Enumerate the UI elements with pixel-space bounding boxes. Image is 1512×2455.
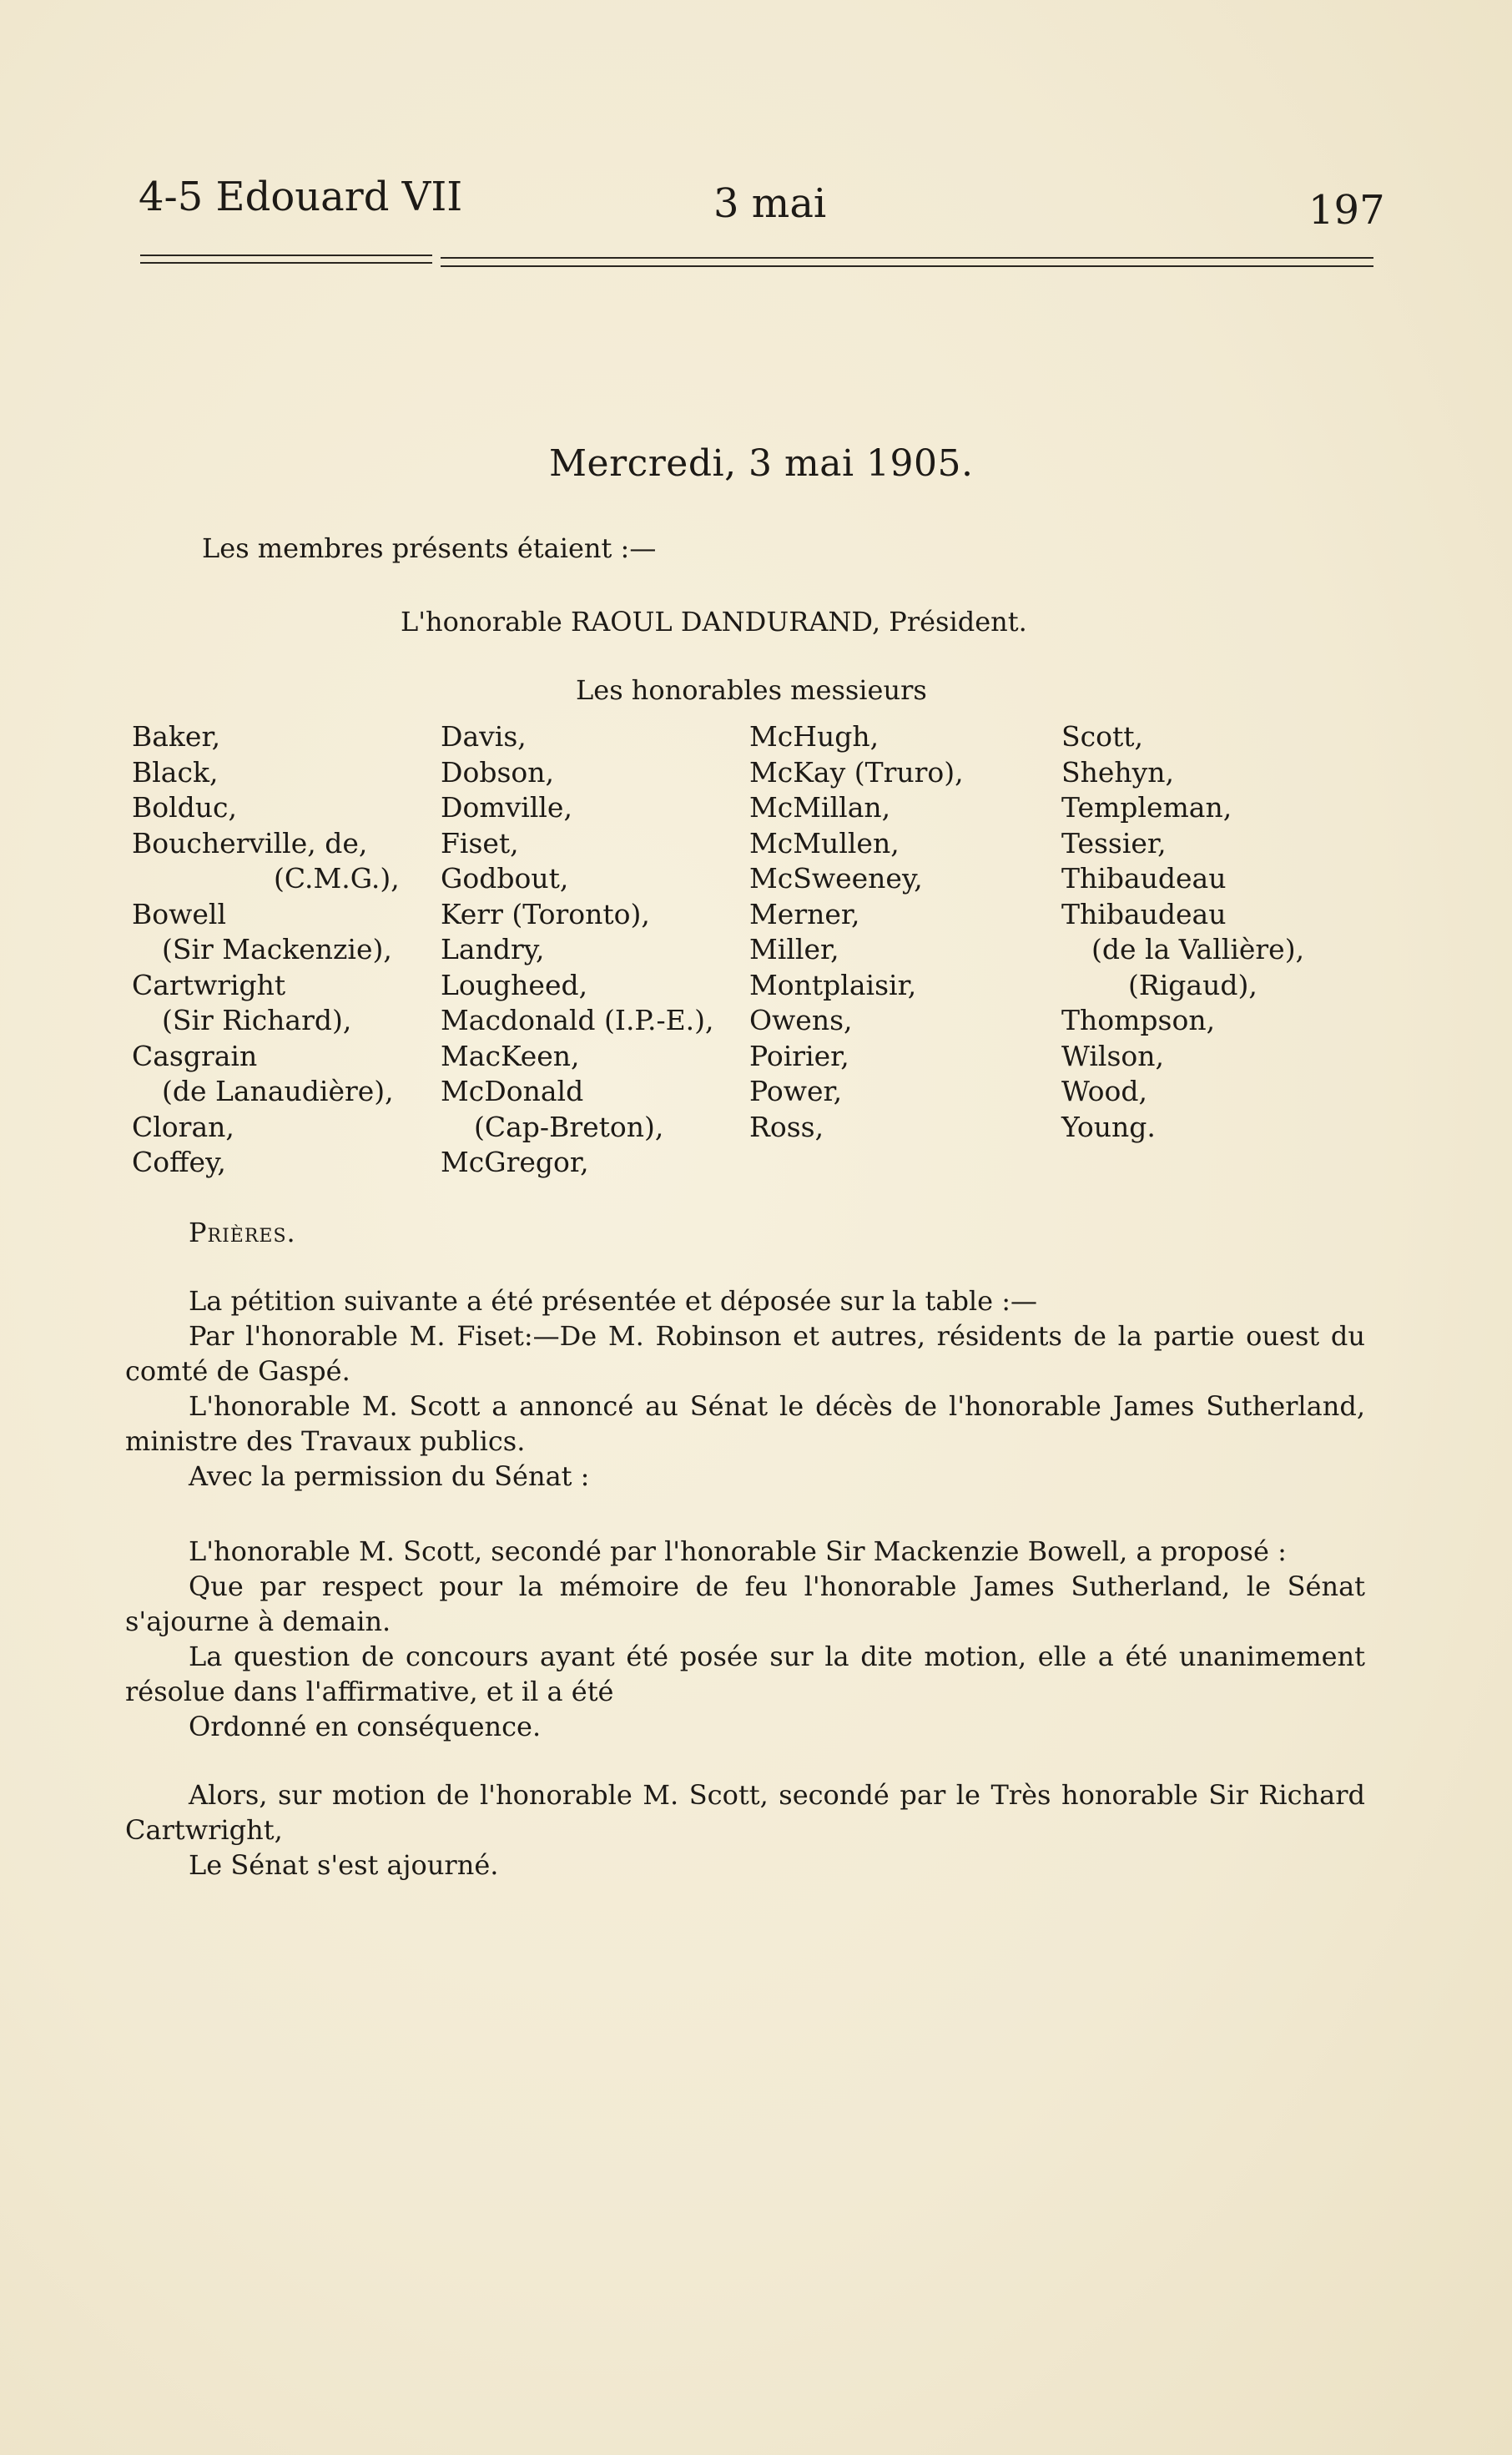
member-name: Kerr (Toronto),: [441, 897, 650, 930]
member-name: Power,: [749, 1075, 843, 1107]
member-name: Tessier,: [1061, 826, 1167, 860]
members-column-2: [441, 719, 714, 1181]
prayers-heading: Prières.: [189, 1217, 296, 1248]
paragraph: L'honorable M. Scott, secondé par l'honorable Sir Mackenzie Bowell, a proposé :: [189, 1535, 1287, 1567]
members-column-3: [749, 719, 964, 1145]
paragraph: Par l'honorable M. Fiset:—De M. Robinson et autres, résidents de la partie ouest du comté de Gaspé.: [125, 1320, 1365, 1387]
member-name: Thompson,: [1061, 1004, 1216, 1036]
member-name: Coffey,: [132, 1146, 226, 1178]
member-name: Lougheed,: [441, 968, 588, 1001]
header-rule-left-top: [140, 255, 432, 256]
member-name: Black,: [132, 755, 219, 789]
member-name: Templeman,: [1061, 791, 1232, 824]
members-column-1: [132, 719, 400, 1181]
member-name: (C.M.G.),: [274, 862, 400, 895]
member-name: Davis,: [441, 720, 527, 753]
member-name: Bolduc,: [132, 791, 238, 824]
member-name: McGregor,: [441, 1146, 589, 1178]
header-rule-right-bottom: [441, 265, 1373, 267]
member-name: Shehyn,: [1061, 755, 1175, 789]
member-name: Macdonald (I.P.-E.),: [441, 1004, 714, 1036]
paragraph: Alors, sur motion de l'honorable M. Scott, secondé par le Très honorable Sir Richard Cartwright,: [125, 1779, 1365, 1846]
member-name: Merner,: [749, 897, 860, 930]
motion-section: [125, 1534, 1365, 1744]
member-name: (de Lanaudière),: [162, 1075, 394, 1107]
member-name: Wilson,: [1061, 1039, 1164, 1072]
members-column-4: [1061, 719, 1304, 1145]
member-name: Miller,: [749, 933, 839, 965]
member-name: Young.: [1061, 1110, 1156, 1143]
member-name: Fiset,: [441, 826, 519, 860]
members-present-line: Les membres présents étaient :—: [202, 532, 657, 564]
member-name: McSweeney,: [749, 862, 923, 895]
member-name: (Sir Richard),: [162, 1004, 352, 1036]
member-name: Ross,: [749, 1110, 824, 1143]
header-date: 3 mai: [713, 180, 827, 227]
member-name: Baker,: [132, 720, 221, 753]
member-name: McMillan,: [749, 791, 891, 824]
paragraph: Que par respect pour la mémoire de feu l'honorable James Sutherland, le Sénat s'ajourne à demain.: [125, 1570, 1365, 1637]
member-name: Dobson,: [441, 755, 554, 789]
member-name: Thibaudeau: [1061, 897, 1227, 930]
member-name: Bowell: [132, 897, 227, 930]
paragraph: L'honorable M. Scott a annoncé au Sénat le décès de l'honorable James Sutherland, ministre des Travaux publics.: [125, 1390, 1365, 1457]
president-line: L'honorable RAOUL DANDURAND, Président.: [401, 606, 1027, 638]
member-name: Wood,: [1061, 1075, 1148, 1107]
member-name: Owens,: [749, 1004, 853, 1036]
member-name: Landry,: [441, 933, 545, 965]
paragraph: Avec la permission du Sénat :: [189, 1460, 590, 1492]
member-name: Poirier,: [749, 1039, 849, 1072]
header-rule-right-top: [441, 257, 1373, 259]
page-number: 197: [1308, 187, 1385, 234]
member-name: MacKeen,: [441, 1039, 580, 1072]
member-name: McDonald: [441, 1075, 584, 1107]
member-name: Casgrain: [132, 1039, 258, 1072]
member-name: Boucherville, de,: [132, 826, 368, 860]
member-name: (Sir Mackenzie),: [162, 933, 392, 965]
member-name: (Cap-Breton),: [474, 1110, 664, 1143]
member-name: Godbout,: [441, 862, 569, 895]
sitting-date-heading: Mercredi, 3 mai 1905.: [549, 442, 974, 485]
member-name: Cartwright: [132, 968, 286, 1001]
member-name: McHugh,: [749, 720, 879, 753]
adjournment-section: [125, 1777, 1365, 1883]
member-name: Domville,: [441, 791, 572, 824]
member-name: McMullen,: [749, 826, 900, 860]
member-name: Montplaisir,: [749, 968, 917, 1001]
header-rule-left-bottom: [140, 262, 432, 264]
member-name: Scott,: [1061, 720, 1143, 753]
member-name: Thibaudeau: [1061, 862, 1227, 895]
paragraph: Ordonné en conséquence.: [189, 1711, 542, 1742]
member-name: Cloran,: [132, 1110, 234, 1143]
honorables-line: Les honorables messieurs: [576, 674, 927, 706]
running-head: [0, 174, 1512, 234]
paragraph: La question de concours ayant été posée sur la dite motion, elle a été unanimement résolue dans l'affirmative, et il a été: [125, 1641, 1365, 1707]
member-name: McKay (Truro),: [749, 755, 964, 789]
member-name: (de la Vallière),: [1091, 933, 1305, 965]
header-reign: 4-5 Edouard VII: [139, 174, 463, 220]
petition-section: [125, 1283, 1365, 1494]
member-name: (Rigaud),: [1128, 968, 1257, 1001]
paragraph: Le Sénat s'est ajourné.: [189, 1849, 499, 1881]
paragraph: La pétition suivante a été présentée et déposée sur la table :—: [189, 1285, 1038, 1317]
